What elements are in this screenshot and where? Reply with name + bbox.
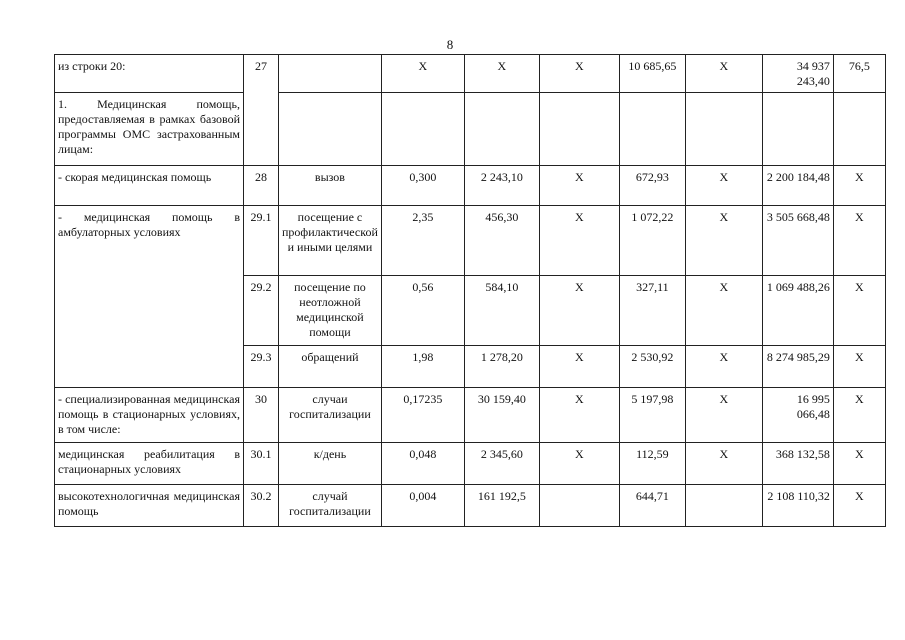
value-cell: Х — [539, 346, 619, 388]
value-cell: 1,98 — [381, 346, 464, 388]
line-number: 29.3 — [244, 346, 279, 388]
value-cell: 0,56 — [381, 276, 464, 346]
value-cell: Х — [685, 166, 762, 206]
value-cell: Х — [464, 55, 539, 93]
unit-cell: посещение по неотложной медицинской помощи — [279, 276, 382, 346]
value-cell: Х — [539, 443, 619, 485]
row-description: - специализированная медицинская помощь в стационарных условиях, в том числе: — [55, 388, 244, 443]
value-cell — [539, 485, 619, 527]
value-cell: 0,004 — [381, 485, 464, 527]
value-cell: 76,5 — [833, 55, 885, 93]
value-cell: 161 192,5 — [464, 485, 539, 527]
table-row — [55, 55, 886, 93]
row-description: из строки 20: — [55, 55, 244, 93]
unit-cell: случаи госпитализации — [279, 388, 382, 443]
value-cell: 1 072,22 — [619, 206, 685, 276]
line-number: 30.1 — [244, 443, 279, 485]
page-number: 8 — [446, 37, 454, 52]
value-cell — [619, 93, 685, 166]
value-cell: Х — [539, 388, 619, 443]
value-cell: Х — [539, 276, 619, 346]
value-cell: Х — [539, 166, 619, 206]
value-cell: 8 274 985,29 — [762, 346, 833, 388]
value-cell: 30 159,40 — [464, 388, 539, 443]
value-cell: 1 069 488,26 — [762, 276, 833, 346]
value-cell: 1 278,20 — [464, 346, 539, 388]
value-cell: 2,35 — [381, 206, 464, 276]
line-number: 27 — [244, 55, 279, 166]
unit-cell: посещение с профилактической и иными целями — [279, 206, 382, 276]
line-number: 30 — [244, 388, 279, 443]
value-cell: 34 937 243,40 — [762, 55, 833, 93]
value-cell: 672,93 — [619, 166, 685, 206]
value-cell: 16 995 066,48 — [762, 388, 833, 443]
row-description: высокотехнологичная медицинская помощь — [55, 485, 244, 527]
value-cell: Х — [381, 55, 464, 93]
value-cell: Х — [685, 276, 762, 346]
value-cell: 368 132,58 — [762, 443, 833, 485]
table-row — [55, 206, 886, 276]
unit-cell: обращений — [279, 346, 382, 388]
value-cell — [381, 93, 464, 166]
unit-cell: вызов — [279, 166, 382, 206]
value-cell: 0,17235 — [381, 388, 464, 443]
value-cell: 0,048 — [381, 443, 464, 485]
value-cell: Х — [539, 206, 619, 276]
value-cell: Х — [833, 388, 885, 443]
row-description: - скорая медицинская помощь — [55, 166, 244, 206]
value-cell: 2 345,60 — [464, 443, 539, 485]
value-cell: 0,300 — [381, 166, 464, 206]
value-cell — [762, 93, 833, 166]
unit-cell — [279, 93, 382, 166]
value-cell: Х — [685, 206, 762, 276]
table-row — [55, 485, 886, 527]
table-row — [55, 443, 886, 485]
value-cell: Х — [833, 485, 885, 527]
value-cell: 112,59 — [619, 443, 685, 485]
value-cell: Х — [833, 443, 885, 485]
value-cell: 584,10 — [464, 276, 539, 346]
value-cell: 456,30 — [464, 206, 539, 276]
row-description: медицинская реабилитация в стационарных условиях — [55, 443, 244, 485]
value-cell: Х — [685, 55, 762, 93]
table-row — [55, 93, 886, 166]
row-description: 1. Медицинская помощь, предоставляемая в рамках базовой программы ОМС застрахованным лицам: — [55, 93, 244, 166]
value-cell: Х — [833, 166, 885, 206]
value-cell: 2 530,92 — [619, 346, 685, 388]
value-cell — [685, 485, 762, 527]
value-cell: 3 505 668,48 — [762, 206, 833, 276]
value-cell: 2 243,10 — [464, 166, 539, 206]
value-cell: 10 685,65 — [619, 55, 685, 93]
table-row — [55, 388, 886, 443]
value-cell: 2 200 184,48 — [762, 166, 833, 206]
line-number: 29.1 — [244, 206, 279, 276]
value-cell: Х — [833, 206, 885, 276]
line-number: 30.2 — [244, 485, 279, 527]
data-table — [54, 54, 886, 527]
value-cell — [685, 93, 762, 166]
line-number: 29.2 — [244, 276, 279, 346]
value-cell: Х — [833, 276, 885, 346]
line-number: 28 — [244, 166, 279, 206]
value-cell: Х — [539, 55, 619, 93]
value-cell: 327,11 — [619, 276, 685, 346]
value-cell — [464, 93, 539, 166]
value-cell — [539, 93, 619, 166]
unit-cell — [279, 55, 382, 93]
value-cell: 644,71 — [619, 485, 685, 527]
unit-cell: к/день — [279, 443, 382, 485]
unit-cell: случай госпитализации — [279, 485, 382, 527]
value-cell: Х — [685, 443, 762, 485]
value-cell: 2 108 110,32 — [762, 485, 833, 527]
value-cell: Х — [833, 346, 885, 388]
value-cell: Х — [685, 346, 762, 388]
value-cell: Х — [685, 388, 762, 443]
row-description: - медицинская помощь в амбулаторных условиях — [55, 206, 244, 388]
table-row — [55, 166, 886, 206]
value-cell: 5 197,98 — [619, 388, 685, 443]
value-cell — [833, 93, 885, 166]
